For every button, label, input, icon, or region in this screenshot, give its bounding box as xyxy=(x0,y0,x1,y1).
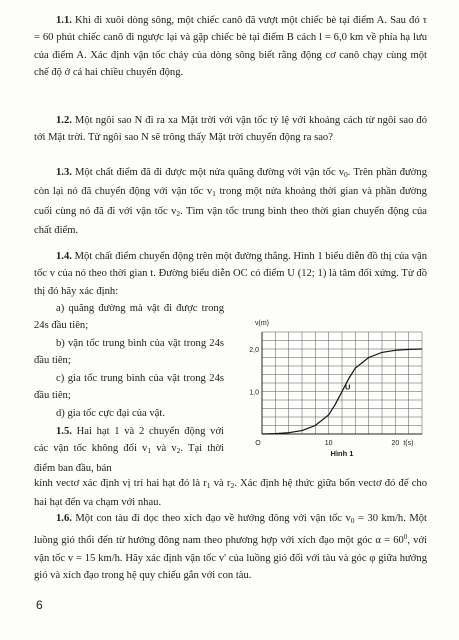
figure-caption: Hình 1 xyxy=(330,449,354,458)
subscript: 2 xyxy=(176,208,181,218)
problem-number: 1.4. xyxy=(56,251,72,262)
subscript: 0 xyxy=(350,516,355,525)
problem-text: và v xyxy=(151,443,177,455)
x-tick-label: 10 xyxy=(324,440,333,447)
velocity-time-graph xyxy=(228,316,438,468)
y-tick-label: 2,0 xyxy=(249,347,259,354)
point-u-label: U xyxy=(345,382,351,392)
problem-number: 1.1. xyxy=(56,15,72,26)
problem-text: , với vận tốc v = 15 km/h. Hãy xác định vận tốc v' của luồng gió đối với tàu và góc φ giữa hướng gió và xích đạo trong hệ quy chiếu gắn với con tàu. xyxy=(34,535,428,582)
subscript: 2 xyxy=(176,446,181,456)
problem-1-5 xyxy=(34,423,224,477)
problem-text: . Tìm vận tốc trung bình theo thời gian chuyển động của chất điểm. xyxy=(34,205,427,237)
subscript: 2 xyxy=(230,481,235,490)
problem-number: 1.6. xyxy=(56,513,72,524)
problem-text: . Xác định hệ thức giữa bốn vectơ đó để cho hai hạt đến va chạm với nhau. xyxy=(34,478,427,509)
problem-text: Một chất điểm đã đi được một nửa quãng đường với vận tốc v xyxy=(75,167,345,178)
problem-text: Hai hạt 1 và 2 chuyển động với các vận tốc không đổi v xyxy=(34,426,224,455)
x-tick-label: 20 xyxy=(391,440,400,447)
problem-text: kính vectơ xác định vị trí hai hạt đó là r xyxy=(34,478,207,489)
problem-1-6 xyxy=(34,510,427,585)
problem-1-1 xyxy=(34,12,427,82)
problem-number: 1.3. xyxy=(56,167,72,178)
grid xyxy=(262,332,422,434)
subscript: 1 xyxy=(212,189,216,199)
problem-number: 1.5. xyxy=(56,426,72,437)
subscript: 1 xyxy=(206,481,211,490)
problem-text: và r xyxy=(210,478,231,489)
problem-1-5-cont xyxy=(34,475,427,512)
problem-text: . Tại thời điểm ban đầu, bán xyxy=(34,443,225,474)
item-b: b) vận tốc trung bình của vật trong 24s đầu tiên; xyxy=(34,338,224,367)
y-axis-unit: v(m) xyxy=(255,320,269,327)
item-a: a) quãng đường mà vật đi được trong 24s đầu tiên; xyxy=(34,303,224,332)
subscript: 1 xyxy=(147,446,152,456)
problem-number: 1.2. xyxy=(56,115,72,126)
problem-1-4 xyxy=(34,248,427,300)
problem-text: trong một nửa khoảng thời gian và phần đường cuối cùng nó đã đi với vận tốc v xyxy=(34,186,427,217)
x-axis-unit: t(s) xyxy=(403,440,414,447)
problem-1-3 xyxy=(34,164,427,240)
y-tick-label: 1,0 xyxy=(249,389,259,397)
origin-label: O xyxy=(255,440,261,447)
problem-text: Một con tàu đi dọc theo xích đạo về hướng đông với vận tốc v xyxy=(75,513,351,524)
problem-1-2 xyxy=(34,112,427,147)
problem-text: Một chất điểm chuyển động trên một đường thẳng. Hình 1 biểu diễn đồ thị của vận tốc v của nó theo thời gian t. Đường biểu diễn OC có điểm U (12; 1) là tâm đối xứng. Từ đồ thị đó hãy xác định: xyxy=(34,251,428,297)
problem-text: Khi đi xuôi dòng sông, một chiếc canô đã vượt một chiếc bè tại điểm A. Sau đó τ = 60 phút chiếc canô đi ngược lại và gặp chiếc bè tại điểm B cách l = 6,0 km về phía hạ lưu của điểm A. Xác định vận tốc chảy của dòng sông biết rằng động cơ canô chạy cùng một chế độ ở cả hai chiều chuyển động. xyxy=(34,15,427,79)
superscript: 0 xyxy=(403,533,408,542)
item-c: c) gia tốc trung bình của vật trong 24s đầu tiên; xyxy=(34,373,224,402)
figure-1 xyxy=(228,316,438,468)
problem-text: Một ngôi sao N đi ra xa Mặt trời với vận tốc tỷ lệ với khoảng cách từ ngôi sao đó tới Mặt trời. Từ ngôi sao N sẽ trông thấy Mặt trời chuyển động ra sao? xyxy=(34,115,427,144)
problem-text: = 30 km/h. Một luồng gió thổi đến từ hướng đông nam theo phương hợp với xích đạo một góc α = 60 xyxy=(34,513,427,547)
subscript: 0 xyxy=(344,170,348,179)
page-number: 6 xyxy=(36,598,43,612)
problem-text: . Trên phần đường còn lại nó đã chuyển động với vận tốc v xyxy=(34,167,427,198)
item-d: d) gia tốc cực đại của vật. xyxy=(56,408,165,419)
